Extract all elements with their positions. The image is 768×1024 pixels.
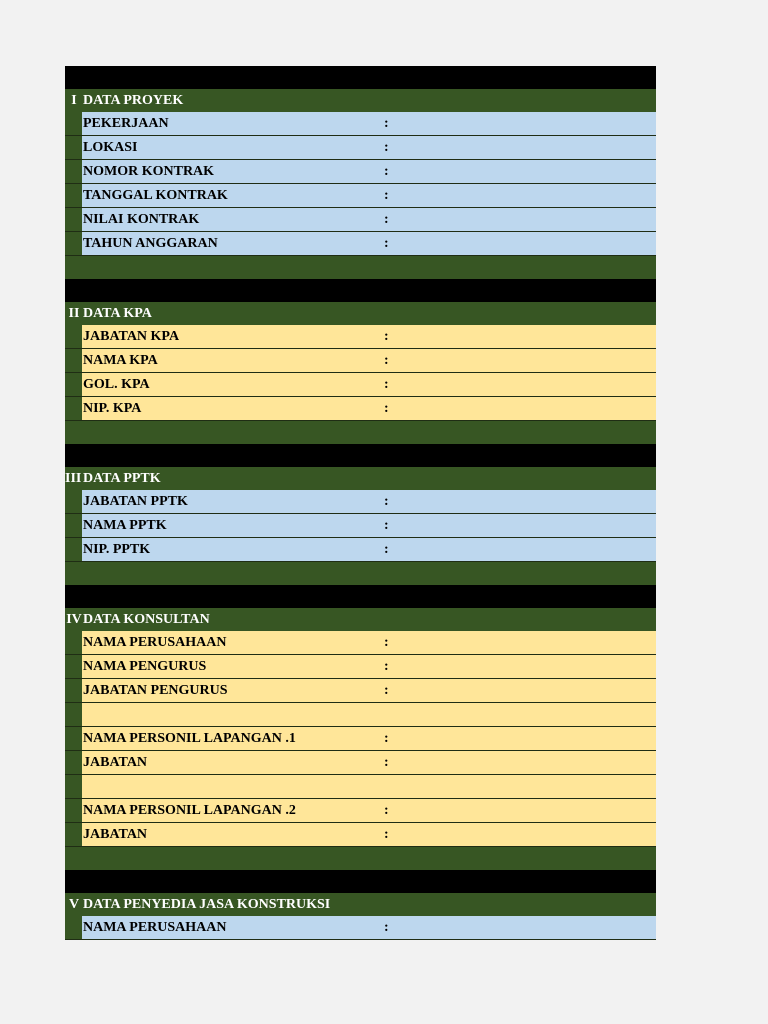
field-cell[interactable] [82,703,656,726]
field-cell[interactable] [82,751,656,774]
field-cell[interactable] [82,325,656,348]
field-label: NIP. PPTK [83,542,151,557]
table-row [65,112,656,136]
field-separator: : [384,659,389,674]
section-spacer [65,562,656,585]
field-separator: : [384,116,389,131]
table-row [65,655,656,679]
table-row [65,232,656,256]
field-label: NAMA PENGURUS [83,659,207,674]
section-number: I [71,93,77,108]
field-label: JABATAN [83,755,148,770]
field-label: JABATAN [83,827,148,842]
field-separator: : [384,329,389,344]
table-row [65,679,656,703]
field-separator: : [384,401,389,416]
section-number: IV [66,612,82,627]
field-separator: : [384,683,389,698]
field-cell[interactable] [82,514,656,537]
field-separator: : [384,212,389,227]
field-separator: : [384,518,389,533]
section-number: II [68,306,80,321]
field-label: JABATAN PENGURUS [83,683,228,698]
field-label: NAMA PERUSAHAAN [83,920,227,935]
table-row [65,775,656,799]
field-label: TAHUN ANGGARAN [83,236,218,251]
field-separator: : [384,494,389,509]
table-row [65,538,656,562]
field-cell[interactable] [82,208,656,231]
field-separator: : [384,827,389,842]
table-row [65,631,656,655]
field-separator: : [384,755,389,770]
table-row [65,325,656,349]
field-label: GOL. KPA [83,377,150,392]
table-row [65,490,656,514]
section-header [65,89,656,112]
field-cell[interactable] [82,538,656,561]
section-number: V [68,897,80,912]
section-divider-bar [65,870,656,893]
section-title: DATA PENYEDIA JASA KONSTRUKSI [83,897,331,912]
field-label: NAMA PPTK [83,518,167,533]
section-header [65,467,656,490]
field-label: NOMOR KONTRAK [83,164,215,179]
section-header [65,608,656,631]
table-row [65,514,656,538]
table-row [65,799,656,823]
table-row [65,751,656,775]
field-label: LOKASI [83,140,138,155]
field-cell[interactable] [82,799,656,822]
field-cell[interactable] [82,112,656,135]
field-cell[interactable] [82,136,656,159]
section-divider-bar [65,279,656,302]
section-spacer [65,847,656,870]
field-cell[interactable] [82,184,656,207]
table-row [65,823,656,847]
field-label: NIP. KPA [83,401,142,416]
field-label: JABATAN KPA [83,329,180,344]
field-separator: : [384,164,389,179]
field-separator: : [384,731,389,746]
field-separator: : [384,140,389,155]
section-number: III [65,471,82,486]
field-cell[interactable] [82,679,656,702]
field-cell[interactable] [82,373,656,396]
table-row [65,703,656,727]
field-label: NAMA PERUSAHAAN [83,635,227,650]
table-row [65,208,656,232]
section-spacer [65,256,656,279]
field-separator: : [384,353,389,368]
field-label: NAMA KPA [83,353,158,368]
field-cell[interactable] [82,916,656,939]
section-divider-bar [65,444,656,467]
field-cell[interactable] [82,397,656,420]
spreadsheet [65,66,656,940]
field-label: PEKERJAAN [83,116,169,131]
field-cell[interactable] [82,349,656,372]
field-separator: : [384,920,389,935]
section-title: DATA KPA [83,306,152,321]
table-row [65,136,656,160]
field-separator: : [384,803,389,818]
section-title: DATA PPTK [83,471,161,486]
field-cell[interactable] [82,823,656,846]
field-cell[interactable] [82,775,656,798]
field-cell[interactable] [82,631,656,654]
field-label: NAMA PERSONIL LAPANGAN .1 [83,731,296,746]
section-header [65,302,656,325]
section-title: DATA PROYEK [83,93,184,108]
field-cell[interactable] [82,490,656,513]
table-row [65,373,656,397]
field-separator: : [384,377,389,392]
field-separator: : [384,542,389,557]
section-spacer [65,421,656,444]
table-row [65,349,656,373]
field-cell[interactable] [82,655,656,678]
section-header [65,893,656,916]
field-label: TANGGAL KONTRAK [83,188,228,203]
table-row [65,160,656,184]
field-label: NILAI KONTRAK [83,212,200,227]
field-cell[interactable] [82,727,656,750]
section-title: DATA KONSULTAN [83,612,210,627]
field-separator: : [384,236,389,251]
section-divider-bar [65,585,656,608]
table-row [65,184,656,208]
table-row [65,727,656,751]
table-row [65,397,656,421]
field-cell[interactable] [82,160,656,183]
field-separator: : [384,188,389,203]
field-label: JABATAN PPTK [83,494,188,509]
field-separator: : [384,635,389,650]
section-divider-bar [65,66,656,89]
field-label: NAMA PERSONIL LAPANGAN .2 [83,803,296,818]
field-cell[interactable] [82,232,656,255]
table-row [65,916,656,940]
